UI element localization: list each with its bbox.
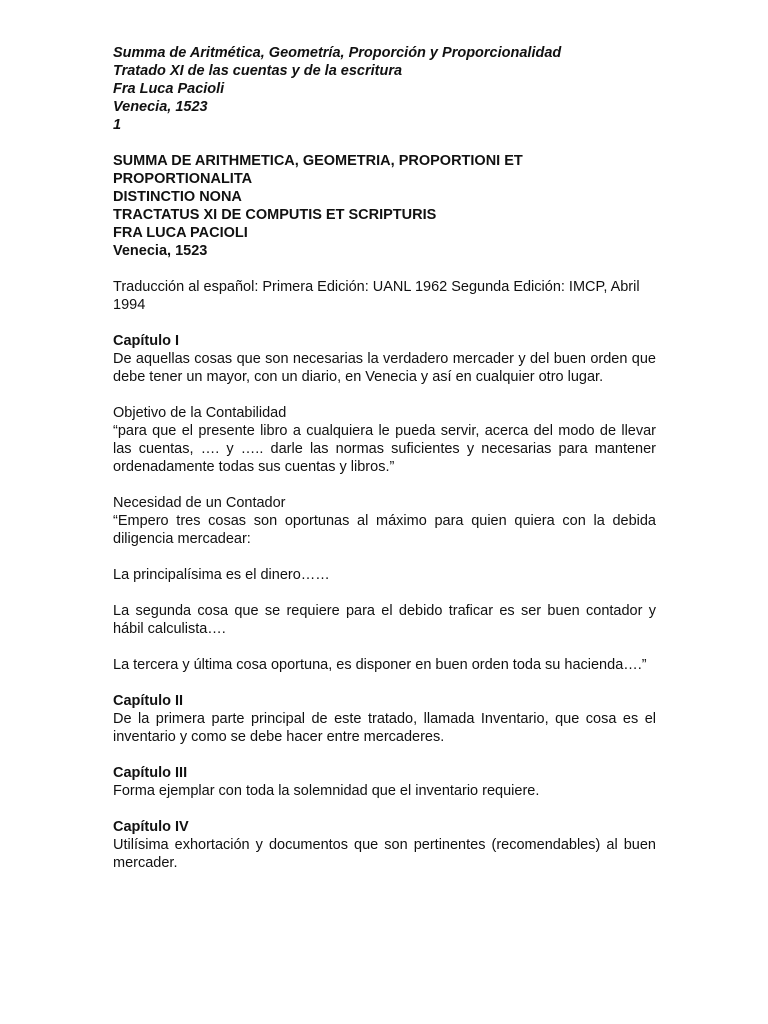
chapter-4-heading: Capítulo IV: [113, 819, 189, 835]
necessity-second-item: La segunda cosa que se requiere para el debido traficar es ser buen contador y hábil calculista….: [113, 603, 656, 637]
chapter-1-heading: Capítulo I: [113, 333, 180, 349]
chapter-1-text: De aquellas cosas que son necesarias la verdadero mercader y del buen orden que debe tener un mayor, con un diario, en Venecia y así en cualquier otro lugar.: [113, 351, 656, 385]
necessity-first-item: La principalísima es el dinero……: [113, 567, 330, 583]
header-line-treatise: Tratado XI de las cuentas y de la escritura: [113, 63, 403, 79]
latin-title-block: [113, 152, 656, 260]
section-objective-heading: Objetivo de la Contabilidad: [113, 405, 287, 421]
section-necessity: [113, 494, 656, 674]
header-line-page-number: 1: [113, 117, 122, 133]
latin-title-line-6: Venecia, 1523: [113, 243, 208, 259]
section-objective: [113, 404, 656, 476]
section-necessity-heading: Necesidad de un Contador: [113, 495, 286, 511]
latin-title-line-5: FRA LUCA PACIOLI: [113, 225, 248, 241]
header-line-author: Fra Luca Pacioli: [113, 81, 225, 97]
chapter-3: [113, 764, 656, 800]
translation-note: Traducción al español: Primera Edición: UANL 1962 Segunda Edición: IMCP, Abril 1994: [113, 279, 640, 313]
latin-title-line-4: TRACTATUS XI DE COMPUTIS ET SCRIPTURIS: [113, 207, 437, 223]
document-header: [113, 44, 656, 134]
chapter-3-heading: Capítulo III: [113, 765, 188, 781]
necessity-third-item: La tercera y última cosa oportuna, es disponer en buen orden toda su hacienda….”: [113, 657, 647, 673]
latin-title-line-3: DISTINCTIO NONA: [113, 189, 242, 205]
latin-title-line-1: SUMMA DE ARITHMETICA, GEOMETRIA, PROPORTIONI ET: [113, 153, 523, 169]
document-page: [113, 44, 656, 872]
chapter-4-text: Utilísima exhortación y documentos que son pertinentes (recomendables) al buen mercader.: [113, 837, 656, 871]
chapter-3-text: Forma ejemplar con toda la solemnidad que el inventario requiere.: [113, 783, 540, 799]
chapter-1: [113, 332, 656, 386]
header-line-place-date: Venecia, 1523: [113, 99, 208, 115]
chapter-4: [113, 818, 656, 872]
header-line-title: Summa de Aritmética, Geometría, Proporción y Proporcionalidad: [113, 45, 562, 61]
chapter-2-heading: Capítulo II: [113, 693, 184, 709]
chapter-2: [113, 692, 656, 746]
section-objective-text: “para que el presente libro a cualquiera le pueda servir, acerca del modo de llevar las cuentas, …. y ….. darle las normas suficientes y necesarias para mantener ordenadamente todas sus cuentas y libros.”: [113, 423, 656, 475]
chapter-2-text: De la primera parte principal de este tratado, llamada Inventario, que cosa es el inventario y como se debe hacer entre mercaderes.: [113, 711, 656, 745]
latin-title-line-2: PROPORTIONALITA: [113, 171, 253, 187]
section-necessity-text: “Empero tres cosas son oportunas al máximo para quien quiera con la debida diligencia mercadear:: [113, 513, 656, 547]
